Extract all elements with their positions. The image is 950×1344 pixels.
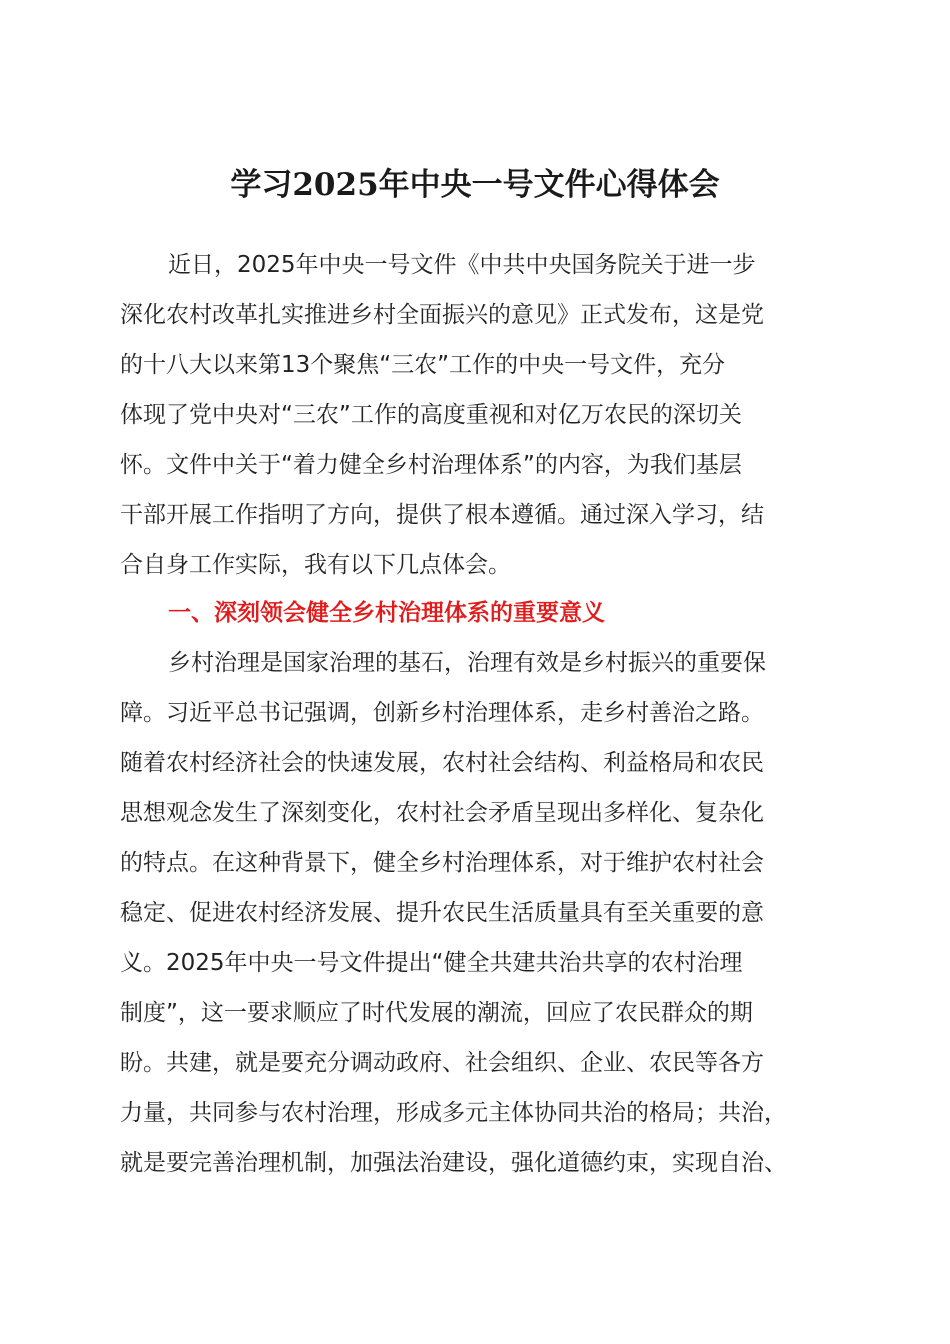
paragraph-intro [120, 240, 832, 590]
paragraph-line: 力量，共同参与农村治理，形成多元主体协同共治的格局；共治， [120, 1100, 787, 1126]
paragraph-line: 的十八大以来第13个聚焦“三农”工作的中央一号文件，充分 [120, 352, 726, 378]
paragraph-line: 合自身工作实际，我有以下几点体会。 [120, 552, 511, 578]
paragraph-line: 乡村治理是国家治理的基石，治理有效是乡村振兴的重要保 [168, 650, 766, 676]
paragraph-line: 近日，2025年中央一号文件《中共中央国务院关于进一步 [168, 252, 756, 278]
paragraph-line: 随着农村经济社会的快速发展，农村社会结构、利益格局和农民 [120, 750, 764, 776]
paragraph-line: 的特点。在这种背景下，健全乡村治理体系，对于维护农村社会 [120, 850, 764, 876]
document-title: 学习2025年中央一号文件心得体会 [230, 167, 720, 203]
paragraph-section1 [120, 638, 832, 1188]
paragraph-line: 深化农村改革扎实推进乡村全面振兴的意见》正式发布，这是党 [120, 302, 764, 328]
paragraph-line: 制度”，这一要求顺应了时代发展的潮流，回应了农民群众的期 [120, 1000, 753, 1026]
paragraph-line: 盼。共建，就是要充分调动政府、社会组织、企业、农民等各方 [120, 1050, 764, 1076]
paragraph-line: 干部开展工作指明了方向，提供了根本遵循。通过深入学习，结 [120, 502, 764, 528]
paragraph-line: 义。2025年中央一号文件提出“健全共建共治共享的农村治理 [120, 950, 743, 976]
paragraph-line: 就是要完善治理机制，加强法治建设，强化道德约束，实现自治、 [120, 1150, 787, 1176]
section-heading-1: 一、深刻领会健全乡村治理体系的重要意义 [168, 600, 605, 626]
paragraph-line: 稳定、促进农村经济发展、提升农民生活质量具有至关重要的意 [120, 900, 764, 926]
paragraph-line: 体现了党中央对“三农”工作的高度重视和对亿万农民的深切关 [120, 402, 742, 428]
paragraph-line: 障。习近平总书记强调，创新乡村治理体系，走乡村善治之路。 [120, 700, 764, 726]
paragraph-line: 思想观念发生了深刻变化，农村社会矛盾呈现出多样化、复杂化 [120, 800, 764, 826]
paragraph-line: 怀。文件中关于“着力健全乡村治理体系”的内容，为我们基层 [120, 452, 742, 478]
